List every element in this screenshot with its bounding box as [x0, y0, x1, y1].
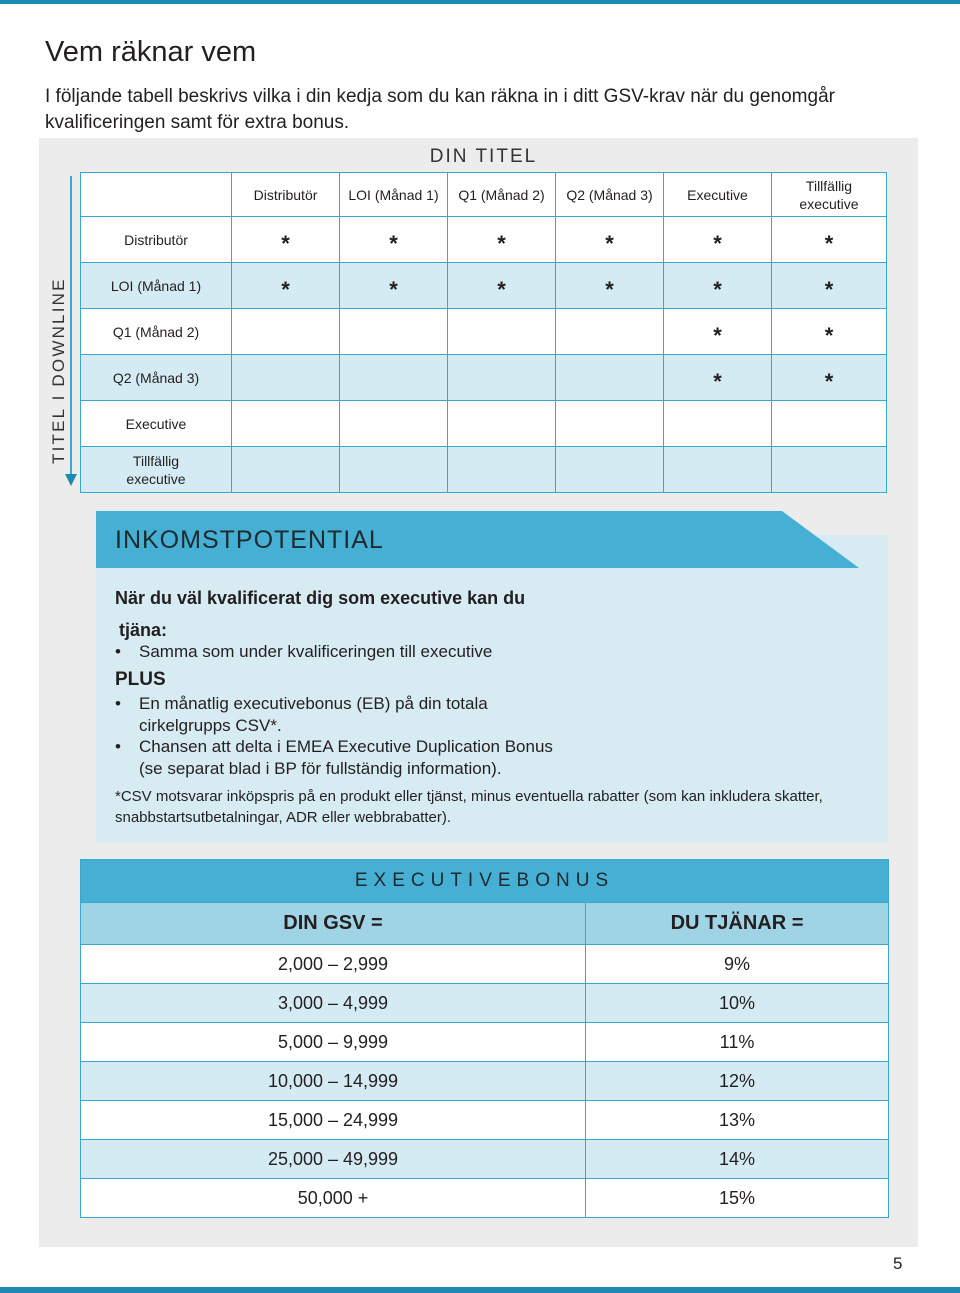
star-icon: *: [824, 230, 834, 256]
matrix-cell: [664, 309, 772, 355]
matrix-cell: [664, 447, 772, 493]
income-heading: När du väl kvalificerat dig som executive kan du: [115, 588, 526, 608]
matrix-cell: [340, 355, 448, 401]
bullet-dot-icon: •: [115, 694, 121, 713]
matrix-row: [81, 401, 887, 447]
bullet-text: En månatlig executivebonus (EB) på din totala: [139, 694, 488, 713]
matrix-row-label: Executive: [81, 401, 232, 447]
matrix-col-header: Executive: [664, 173, 772, 217]
matrix-cell: [556, 401, 664, 447]
star-icon: *: [824, 322, 834, 348]
matrix-row-label: Q2 (Månad 3): [81, 355, 232, 401]
earn-percent: 15%: [586, 1179, 889, 1218]
star-icon: *: [281, 276, 290, 302]
matrix-cell: [664, 355, 772, 401]
gsv-range: 25,000 – 49,999: [81, 1140, 586, 1179]
arrow-down-icon: [65, 474, 77, 486]
earn-percent: 11%: [586, 1023, 889, 1062]
exec-table-title: EXECUTIVEBONUS: [81, 860, 889, 903]
matrix-cell: [232, 217, 340, 263]
matrix-row-label: Q1 (Månad 2): [81, 309, 232, 355]
matrix-cell: [556, 447, 664, 493]
star-icon: *: [389, 276, 398, 302]
matrix-row: [81, 263, 887, 309]
matrix-col-header: LOI (Månad 1): [340, 173, 448, 217]
table-row: [81, 984, 889, 1023]
gsv-range: 15,000 – 24,999: [81, 1101, 586, 1140]
top-accent-bar: [0, 0, 960, 4]
table-row: [81, 1023, 889, 1062]
matrix-cell: [340, 447, 448, 493]
gsv-range: 2,000 – 2,999: [81, 945, 586, 984]
page-number: 5: [893, 1254, 903, 1273]
star-icon: *: [824, 276, 834, 302]
matrix-corner-cell: [81, 173, 232, 217]
earn-percent: 12%: [586, 1062, 889, 1101]
plus-label: PLUS: [115, 669, 166, 690]
table-row: [81, 1179, 889, 1218]
matrix-cell: [556, 263, 664, 309]
star-icon: *: [713, 368, 722, 394]
matrix-row: [81, 447, 887, 493]
star-icon: *: [824, 368, 834, 394]
matrix-cell: [232, 447, 340, 493]
earn-percent: 13%: [586, 1101, 889, 1140]
matrix-cell: [772, 309, 887, 355]
csv-footnote: *CSV motsvarar inköpspris på en produkt eller tjänst, minus eventuella rabatter (som kan inkludera skatter, snabbstartsutbetalningar, ADR eller webbrabatter).: [115, 788, 823, 826]
star-icon: *: [713, 230, 722, 256]
exec-header-row: [81, 903, 889, 945]
matrix-row: [81, 355, 887, 401]
gsv-range: 3,000 – 4,999: [81, 984, 586, 1023]
matrix-cell: [340, 401, 448, 447]
who-counts-matrix: [80, 172, 887, 493]
star-icon: *: [713, 322, 722, 348]
matrix-cell: [232, 309, 340, 355]
matrix-cell: [556, 355, 664, 401]
table-row: [81, 945, 889, 984]
gsv-range: 10,000 – 14,999: [81, 1062, 586, 1101]
gsv-range: 5,000 – 9,999: [81, 1023, 586, 1062]
page-title: Vem räknar vem: [45, 36, 257, 68]
matrix-cell: [448, 309, 556, 355]
matrix-row-label: Distributör: [81, 217, 232, 263]
star-icon: *: [605, 276, 614, 302]
matrix-cell: [772, 263, 887, 309]
matrix-cell: [664, 263, 772, 309]
matrix-row: [81, 309, 887, 355]
matrix-row-label: LOI (Månad 1): [81, 263, 232, 309]
bullet-dot-icon: •: [115, 642, 121, 661]
matrix-cell: [556, 217, 664, 263]
executive-bonus-table: [80, 859, 889, 1218]
matrix-cell: [232, 355, 340, 401]
matrix-cell: [448, 401, 556, 447]
star-icon: *: [281, 230, 290, 256]
matrix-cell: [340, 217, 448, 263]
table-row: [81, 1101, 889, 1140]
income-potential-title: INKOMSTPOTENTIAL: [115, 526, 384, 554]
star-icon: *: [605, 230, 614, 256]
bullet-dot-icon: •: [115, 737, 121, 756]
matrix-cell: [772, 355, 887, 401]
exec-title-row: [81, 860, 889, 903]
matrix-cell: [772, 217, 887, 263]
matrix-cell: [448, 355, 556, 401]
star-icon: *: [389, 230, 398, 256]
matrix-side-label: TITEL I DOWNLINE: [49, 277, 68, 464]
matrix-cell: [664, 401, 772, 447]
bullet-text: Samma som under kvalificeringen till executive: [139, 642, 493, 661]
gsv-range: 50,000 +: [81, 1179, 586, 1218]
intro-paragraph: I följande tabell beskrivs vilka i din kedja som du kan räkna in i ditt GSV-krav när du genomgår kvalificeringen samt för extra bonus.: [45, 86, 835, 133]
matrix-cell: [340, 263, 448, 309]
bullet-text-cont: cirkelgrupps CSV*.: [139, 716, 282, 735]
matrix-col-header: Q2 (Månad 3): [556, 173, 664, 217]
matrix-top-label: DIN TITEL: [429, 146, 538, 167]
star-icon: *: [497, 230, 506, 256]
matrix-cell: [772, 401, 887, 447]
matrix-cell: [232, 401, 340, 447]
downline-arrow-line: [70, 176, 72, 476]
matrix-col-header: Q1 (Månad 2): [448, 173, 556, 217]
exec-col-gsv: DIN GSV =: [81, 903, 586, 945]
bottom-accent-bar: [0, 1287, 960, 1293]
matrix-cell: [448, 217, 556, 263]
matrix-row: [81, 217, 887, 263]
star-icon: *: [497, 276, 506, 302]
matrix-cell: [340, 309, 448, 355]
matrix-row-label: Tillfällig executive: [81, 447, 232, 493]
matrix-cell: [664, 217, 772, 263]
table-row: [81, 1062, 889, 1101]
matrix-cell: [448, 447, 556, 493]
star-icon: *: [713, 276, 722, 302]
matrix-header-row: [81, 173, 887, 217]
income-heading-cont: tjäna:: [119, 620, 168, 640]
matrix-cell: [556, 309, 664, 355]
earn-percent: 10%: [586, 984, 889, 1023]
bullet-text: Chansen att delta i EMEA Executive Duplication Bonus: [139, 737, 553, 756]
bullet-text-cont: (se separat blad i BP för fullständig information).: [139, 759, 502, 778]
matrix-col-header: Tillfällig executive: [772, 173, 887, 217]
matrix-col-header: Distributör: [232, 173, 340, 217]
table-row: [81, 1140, 889, 1179]
matrix-cell: [772, 447, 887, 493]
exec-col-earn: DU TJÄNAR =: [586, 903, 889, 945]
earn-percent: 9%: [586, 945, 889, 984]
earn-percent: 14%: [586, 1140, 889, 1179]
matrix-cell: [232, 263, 340, 309]
matrix-cell: [448, 263, 556, 309]
